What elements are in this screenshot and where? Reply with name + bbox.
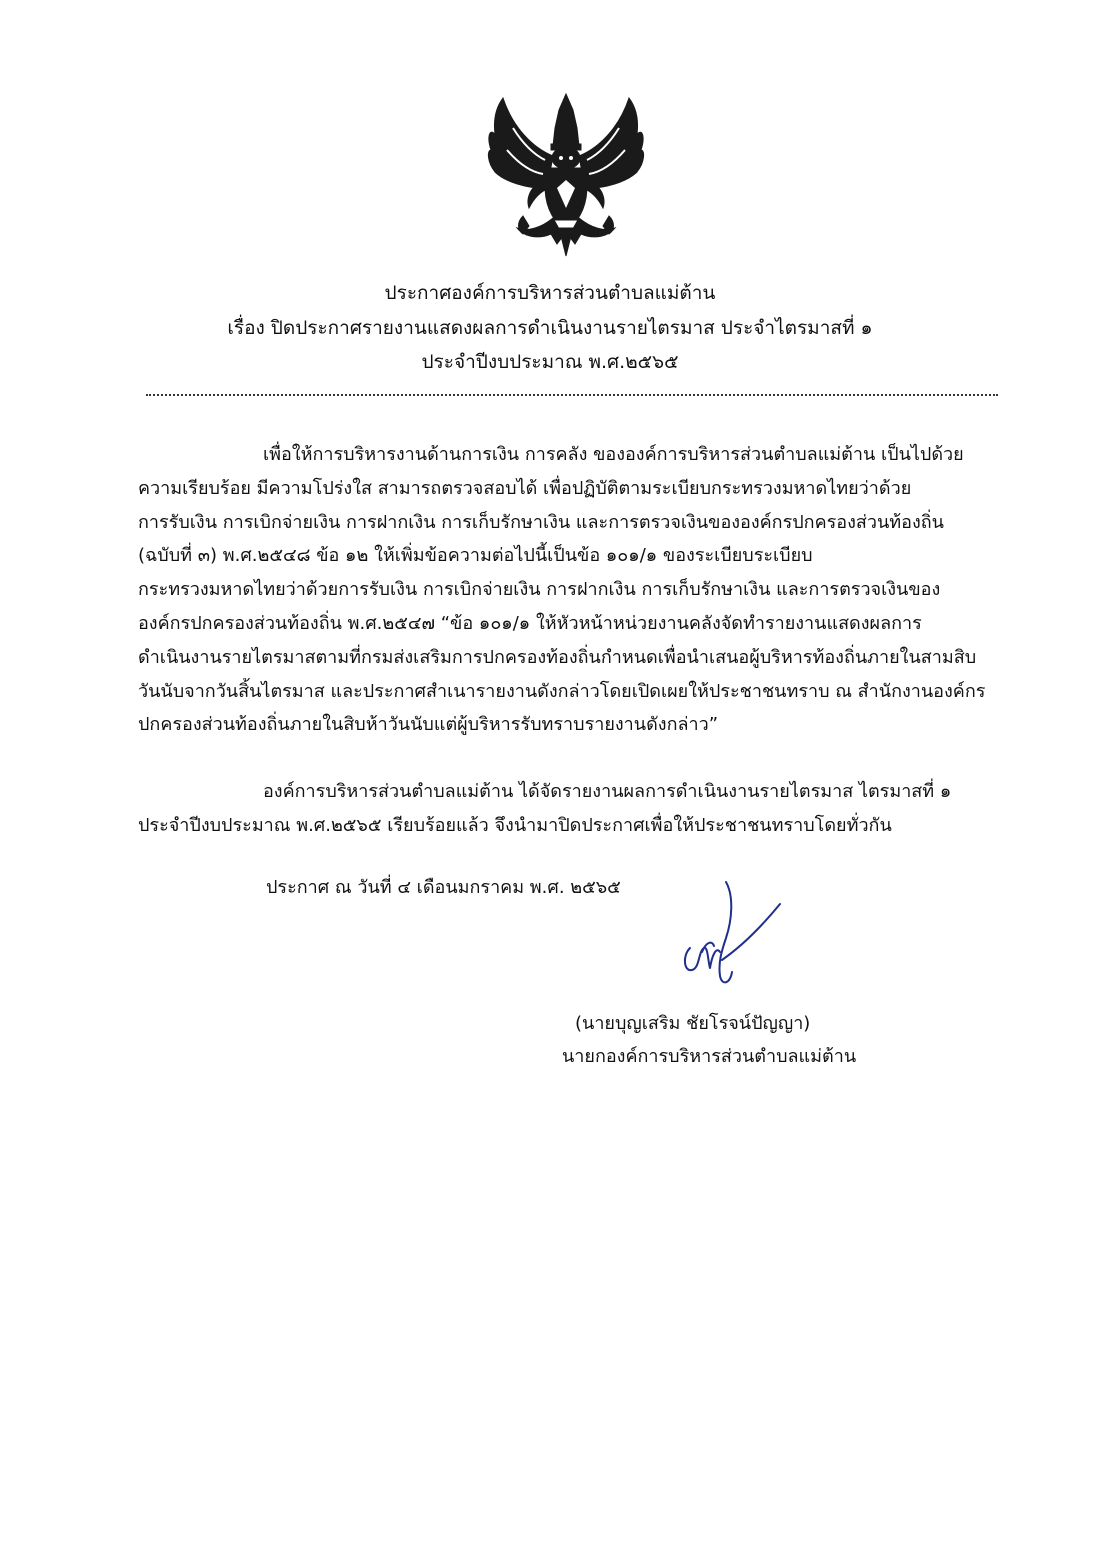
paragraph-line: เพื่อให้การบริหารงานด้านการเงิน การคลัง ขององค์การบริหารส่วนตำบลแม่ต้าน เป็นไปด้วย bbox=[263, 444, 964, 465]
paragraph-line: (ฉบับที่ ๓) พ.ศ.๒๕๔๘ ข้อ ๑๒ ให้เพิ่มข้อความต่อไปนี้เป็นข้อ ๑๐๑/๑ ของระเบียบระเบียบ bbox=[138, 545, 813, 567]
body-paragraph-1 bbox=[138, 438, 1010, 742]
issuer-title: ประกาศองค์การบริหารส่วนตำบลแม่ต้าน bbox=[384, 282, 716, 304]
paragraph-line: การรับเงิน การเบิกจ่ายเงิน การฝากเงิน การเก็บรักษาเงิน และการตรวจเงินขององค์กรปกครองส่วนท้องถิ่น bbox=[138, 511, 944, 533]
signatory-name: (นายบุญเสริม ชัยโรจน์ปัญญา) bbox=[575, 1013, 811, 1034]
paragraph-line: องค์การบริหารส่วนตำบลแม่ต้าน ได้จัดรายงานผลการดำเนินงานรายไตรมาส ไตรมาสที่ ๑ bbox=[263, 781, 952, 802]
announcement-date: ประกาศ ณ วันที่ ๔ เดือนมกราคม พ.ศ. ๒๕๖๕ bbox=[266, 877, 621, 898]
paragraph-line: ดำเนินงานรายไตรมาสตามที่กรมส่งเสริมการปกครองท้องถิ่นกำหนดเพื่อนำเสนอผู้บริหารท้องถิ่นภายในสามสิบ bbox=[138, 646, 977, 668]
paragraph-line: ปกครองส่วนท้องถิ่นภายในสิบห้าวันนับแต่ผู้บริหารรับทราบรายงานดังกล่าว” bbox=[138, 714, 719, 736]
paragraph-line: ความเรียบร้อย มีความโปร่งใส สามารถตรวจสอบได้ เพื่อปฏิบัติตามระเบียบกระทรวงมหาดไทยว่าด้วย bbox=[138, 477, 912, 499]
garuda-emblem-icon bbox=[483, 88, 649, 260]
fiscal-year-title: ประจำปีงบประมาณ พ.ศ.๒๕๖๕ bbox=[421, 351, 679, 373]
dotted-divider bbox=[146, 394, 998, 396]
subject-title: เรื่อง ปิดประกาศรายงานแสดงผลการดำเนินงานรายไตรมาส ประจำไตรมาสที่ ๑ bbox=[227, 317, 873, 339]
paragraph-line: องค์กรปกครองส่วนท้องถิ่น พ.ศ.๒๕๔๗ “ข้อ ๑๐๑/๑ ให้หัวหน้าหน่วยงานคลังจัดทำรายงานแสดงผลการ bbox=[138, 612, 922, 634]
paragraph-line: วันนับจากวันสิ้นไตรมาส และประกาศสำเนารายงานดังกล่าวโดยเปิดเผยให้ประชาชนทราบ ณ สำนักงานองค์กร bbox=[138, 680, 986, 702]
signatory-position: นายกองค์การบริหารส่วนตำบลแม่ต้าน bbox=[562, 1046, 857, 1067]
paragraph-line: ประจำปีงบประมาณ พ.ศ.๒๕๖๕ เรียบร้อยแล้ว จึงนำมาปิดประกาศเพื่อให้ประชาชนทราบโดยทั่วกัน bbox=[138, 814, 892, 836]
body-paragraph-2 bbox=[138, 775, 1010, 843]
paragraph-line: กระทรวงมหาดไทยว่าด้วยการรับเงิน การเบิกจ่ายเงิน การฝากเงิน การเก็บรักษาเงิน และการตรวจเงินของ bbox=[138, 579, 941, 601]
handwritten-signature bbox=[678, 876, 788, 996]
